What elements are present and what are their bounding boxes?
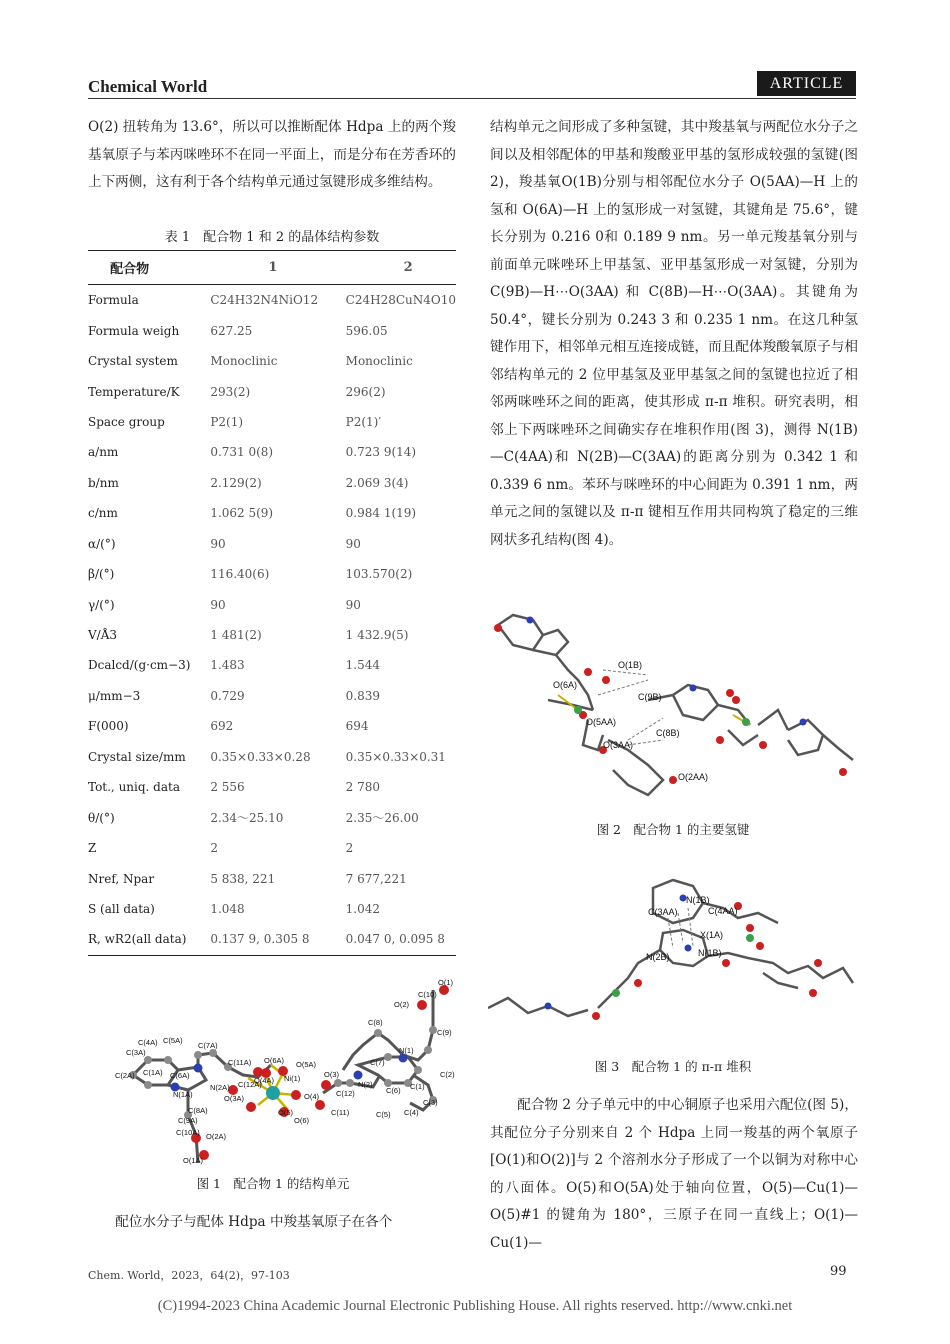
table-cell: 90 (210, 597, 226, 612)
table-row (88, 346, 456, 376)
article-tag: ARTICLE (757, 71, 856, 96)
atom-label: C(6A) (170, 1071, 190, 1080)
table-cell: 2.35～26.00 (345, 811, 419, 826)
atom-label: N(1) (399, 1046, 414, 1055)
table-row (88, 529, 456, 559)
table-cell: 0.731 0(8) (210, 445, 274, 460)
table-header-cell: 配合物 (88, 251, 210, 285)
atom-label: C(2) (440, 1070, 455, 1079)
table-row (88, 894, 456, 924)
atom-label: O(3AA) (603, 740, 634, 750)
atom-label: X(1A) (700, 930, 724, 940)
table-cell: 0.137 9, 0.305 8 (210, 924, 345, 955)
table-cell: P2(1) (210, 414, 244, 429)
atom-label: O(2A) (206, 1132, 227, 1141)
figure-1 (88, 975, 458, 1165)
table-cell: 1.048 (210, 901, 245, 916)
table-cell: 2.069 3(4) (345, 475, 409, 490)
table-cell: 103.570(2) (345, 567, 413, 582)
atom-label: C(7) (370, 1058, 385, 1067)
atom-label: C(9) (437, 1028, 452, 1037)
atom-label: C(4A) (138, 1038, 158, 1047)
figure-2-caption: 图 2 配合物 1 的主要氢键 (596, 822, 750, 837)
table-row (88, 376, 456, 406)
atom-label: O(3) (324, 1070, 339, 1079)
table-cell: 692 (210, 719, 234, 734)
atom-label: C(3AA) (648, 907, 678, 917)
atom-label: C(8B) (656, 728, 680, 738)
atom-label: N(1B) (686, 895, 710, 905)
table-cell: Z (88, 841, 97, 856)
table-cell: 694 (345, 719, 369, 734)
atom-label: C(10A) (176, 1128, 200, 1137)
table-cell: β/(°) (88, 567, 115, 582)
table-row (88, 498, 456, 528)
atom-label: C(5) (376, 1110, 391, 1119)
table-cell: 0.35×0.33×0.31 (345, 749, 446, 764)
left-bottom-paragraph: 配位水分子与配体 Hdpa 中羧基氧原子在各个 (115, 1214, 393, 1230)
metal-atom (746, 934, 754, 942)
atom-label: C(4AA) (708, 906, 738, 916)
table-row (88, 437, 456, 467)
atom-label: Ni(1) (284, 1074, 301, 1083)
table-cell: 90 (345, 536, 361, 551)
table-header-cell: 2 (346, 251, 456, 285)
table-cell: 2 (345, 841, 354, 856)
figure-2-hbonds (488, 600, 858, 810)
metal-atom (574, 706, 582, 714)
metal-atom (742, 718, 750, 726)
atom-label: C(6) (386, 1086, 401, 1095)
table-cell: 0.723 9(14) (345, 445, 417, 460)
atom-label: O(6) (294, 1116, 309, 1125)
table-cell: 1 432.9(5) (345, 628, 409, 643)
table-cell: Crystal size/mm (88, 749, 186, 764)
table-row (88, 772, 456, 802)
table-cell: 1.483 (210, 658, 245, 673)
atom-label: O(2) (394, 1000, 409, 1009)
table-cell: 1 481(2) (210, 628, 262, 643)
table-cell: 2 (210, 841, 218, 856)
table-cell: θ/(°) (88, 810, 115, 825)
atom-label: C(1A) (143, 1068, 163, 1077)
table-cell: 0.984 1(19) (345, 506, 417, 521)
atom-label: C(12) (336, 1089, 355, 1098)
atom-label: C(11A) (228, 1058, 252, 1067)
table-row (88, 468, 456, 498)
atom-label: O(4) (304, 1092, 319, 1101)
figure-2 (488, 600, 858, 810)
atom-label: N(1A) (173, 1090, 193, 1099)
table-cell: 296(2) (345, 384, 386, 399)
atom-label: C(8) (368, 1018, 383, 1027)
table-row (88, 802, 456, 832)
table-cell: 2.34～25.10 (210, 811, 284, 826)
table-row (88, 285, 456, 316)
table-cell: 2 556 (210, 780, 245, 795)
table-cell: 5 838, 221 (210, 871, 276, 886)
table-cell: 1.062 5(9) (210, 506, 274, 521)
table-cell: 116.40(6) (210, 567, 270, 582)
atom-label: O(1) (438, 978, 453, 987)
table-cell: 7 677,221 (345, 871, 407, 886)
table-body (88, 285, 456, 956)
atom-label: C(10) (418, 990, 437, 999)
table-cell: S (all data) (88, 901, 155, 916)
table-cell: 627.25 (210, 323, 253, 338)
atom-label: O(5AA) (586, 717, 617, 727)
atom-label: C(7A) (198, 1041, 218, 1050)
table-cell: μ/mm−3 (88, 688, 141, 703)
crystal-parameters-table (88, 250, 456, 956)
table-cell: Nref, Npar (88, 871, 155, 886)
atom-label: N(2) (358, 1080, 373, 1089)
table-cell: α/(°) (88, 536, 116, 551)
table-cell: Monoclinic (345, 354, 413, 369)
table-cell: a/nm (88, 445, 119, 460)
figure-3-pi-stacking (488, 868, 858, 1038)
figure-1-structure (88, 975, 458, 1165)
table-cell: 90 (210, 536, 226, 551)
atom-label: C(3) (423, 1098, 438, 1107)
header-rule (88, 98, 856, 99)
table-row (88, 742, 456, 772)
copyright-notice: (C)1994-2023 China Academic Journal Electronic Publishing House. All rights reserved. http://www.cnki.net (157, 1298, 793, 1314)
atom-label: O(6A) (264, 1056, 285, 1065)
table-cell: c/nm (88, 506, 118, 521)
atom-label: C(12A) (238, 1080, 262, 1089)
table-cell: Temperature/K (88, 384, 180, 399)
atom-label: C(1) (410, 1082, 425, 1091)
atom-label: O(2AA) (678, 772, 709, 782)
table-cell: 0.047 0, 0.095 8 (346, 924, 456, 955)
figure-3 (488, 868, 858, 1038)
table-cell: 1.042 (345, 901, 381, 916)
table-row (88, 315, 456, 345)
atom-label: O(3A) (224, 1094, 245, 1103)
table-row (88, 681, 456, 711)
table-row (88, 407, 456, 437)
table-cell: 0.729 (210, 688, 245, 703)
nickel-atom (266, 1086, 280, 1100)
table-cell: Space group (88, 414, 165, 429)
table-row (88, 589, 456, 619)
table-header-cell: 1 (210, 251, 345, 285)
atom-label: C(8A) (188, 1106, 208, 1115)
table-cell: 1.544 (345, 658, 381, 673)
right-paragraph-1: 结构单元之间形成了多种氢键，其中羧基氧与两配位水分子之间以及相邻配体的甲基和羧酸亚甲基的氢形成较强的氢键(图 2)，羧基氧O(1B)分别与相邻配位水分子 O(5AA)—H 上的氢和 O(6A)—H 上的氢形成一对氢键，其键角是 75.6°，键长分别为 0.216 0和 0.189 9 nm。另一单元羧基氧分别与前面单元咪唑环上甲基氢、亚甲基氢形成一对氢键，分别为 C(9B)—H⋯O(3AA) 和 C(8B)—H⋯O(3AA)。其键角为 50.4°，键长分别为 0.243 3 和 0.235 1 nm。在这几种氢键作用下，相邻单元相互连接成链，而且配体羧酸氧原子与相邻结构单元的 2 位甲基氢及亚甲基氢之间的氢键也拉近了相邻两咪唑环之间的距离，使其形成 π-π 堆积。研究表明，相邻上下两咪唑环之间确实存在堆积作用(图 3)，测得 N(1B)—C(4AA)和 N(2B)—C(3AA)的距离分别为 0.342 1 和 0.339 6 nm。苯环与咪唑环的中心间距为 0.391 1 nm，两单元之间的氢键以及 π-π 键相互作用共同构筑了稳定的三维网状多孔结构(图 4)。 (490, 119, 858, 548)
table-row (88, 833, 456, 863)
right-paragraph-2: 配合物 2 分子单元中的中心铜原子也采用六配位(图 5)，其配位分子分别来自 2 个 Hdpa 上同一羧基的两个氧原子[O(1)和O(2)]与 2 个溶剂水分子形成了一个以铜为对称中心的八面体。O(5)和O(5A)处于轴向位置，O(5)—Cu(1)—O(5)#1 的键角为 180°，三原子在同一直线上；O(1)—Cu(1)— (490, 1097, 858, 1251)
table-cell: Crystal system (88, 354, 178, 369)
table-cell: 0.839 (345, 688, 381, 703)
table-cell: F(000) (88, 719, 129, 734)
table-row (88, 711, 456, 741)
atom-label: C(9B) (638, 692, 662, 702)
table-row (88, 924, 456, 955)
table-cell: 293(2) (210, 384, 251, 399)
table-row (88, 863, 456, 893)
atom-label: N(2B) (646, 952, 670, 962)
journal-name: Chemical World (88, 77, 208, 96)
atom-label: C(5A) (163, 1036, 183, 1045)
table-cell: 2.129(2) (210, 475, 262, 490)
table-header-row (88, 251, 456, 285)
atom-label: O(5) (278, 1108, 293, 1117)
table-row (88, 559, 456, 589)
table-cell: C24H32N4NiO12 (210, 293, 319, 308)
table-cell: 596.05 (345, 323, 388, 338)
atom-label: N(1B) (698, 948, 722, 958)
page-number: 99 (830, 1264, 847, 1279)
table-cell: 0.35×0.33×0.28 (210, 749, 311, 764)
atom-label: N(2A) (210, 1083, 230, 1092)
atom-label: O(6A) (553, 680, 578, 690)
metal-atom (612, 989, 620, 997)
atom-label: O(1B) (618, 660, 643, 670)
table-cell: b/nm (88, 475, 119, 490)
atom-label: C(11) (331, 1108, 350, 1117)
table-cell: C24H28CuN4O10 (345, 293, 456, 308)
footer-citation: Chem. World，2023，64(2)，97-103 (88, 1269, 290, 1282)
table-row (88, 620, 456, 650)
table-row (88, 650, 456, 680)
table-cell: V/Å3 (88, 628, 118, 643)
atom-label: C(9A) (178, 1116, 198, 1125)
table-cell: 2 780 (345, 780, 381, 795)
table-cell: γ/(°) (88, 597, 115, 612)
atom-label: C(3A) (126, 1048, 146, 1057)
table-cell: Tot., uniq. data (88, 780, 180, 795)
atom-label: O(4A) (254, 1076, 275, 1085)
figure-1-caption: 图 1 配合物 1 的结构单元 (196, 1176, 350, 1191)
table-cell: Formula (88, 293, 139, 308)
atom-label: O(1A) (183, 1156, 204, 1165)
table-cell: P2(1)′ (345, 414, 382, 429)
table-cell: Monoclinic (210, 354, 278, 369)
atom-label: C(2A) (115, 1071, 135, 1080)
table-cell: Dcalcd/(g·cm−3) (88, 658, 191, 673)
figure-3-caption: 图 3 配合物 1 的 π-π 堆积 (594, 1059, 752, 1074)
table-cell: 90 (345, 597, 361, 612)
atom-label: O(5A) (296, 1060, 317, 1069)
table-caption: 表 1 配合物 1 和 2 的晶体结构参数 (164, 230, 380, 245)
atom-label: C(4) (404, 1108, 419, 1117)
table-cell: R, wR2(all data) (88, 924, 210, 955)
left-intro-paragraph: O(2) 扭转角为 13.6°，所以可以推断配体 Hdpa 上的两个羧基氧原子与苯丙咪唑环不在同一平面上，而是分布在芳香环的上下两侧，这有利于各个结构单元通过氢键形成多维结构。 (88, 119, 456, 190)
table-cell: Formula weigh (88, 323, 180, 338)
